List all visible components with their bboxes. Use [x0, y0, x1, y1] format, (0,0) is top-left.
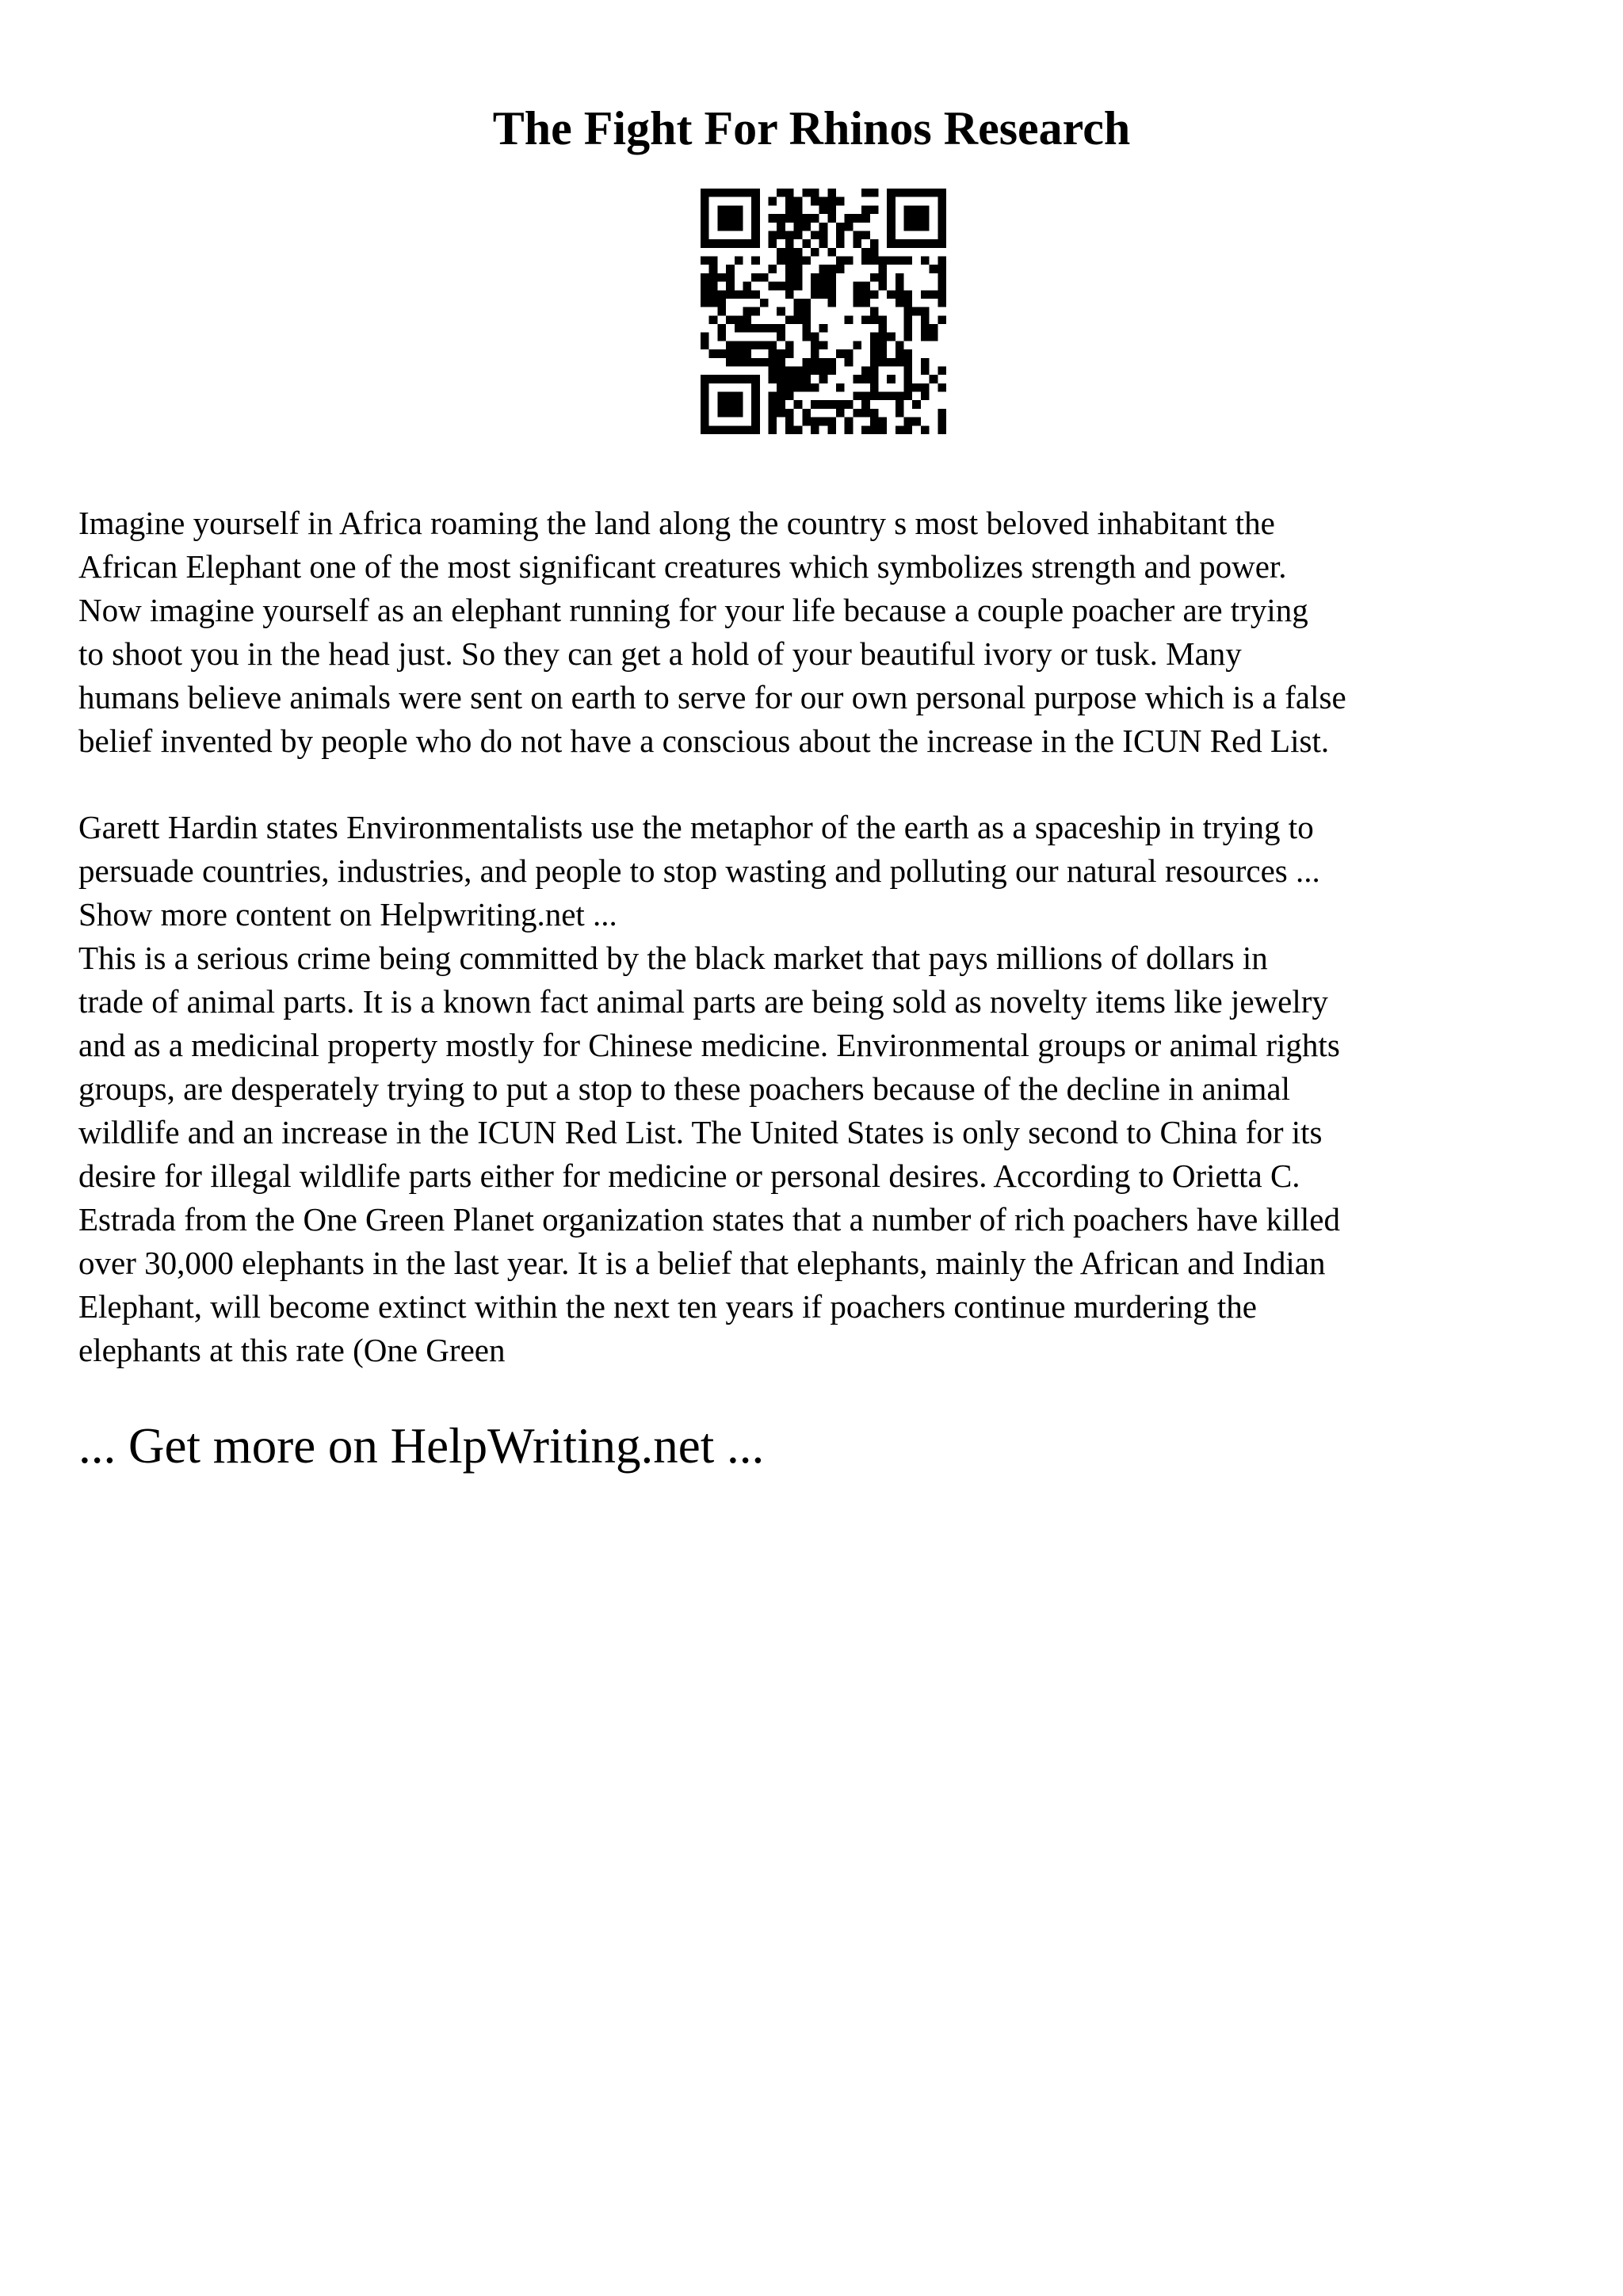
- page-title: The Fight For Rhinos Research: [492, 102, 1131, 154]
- get-more-link[interactable]: ... Get more on HelpWriting.net ...: [78, 1418, 765, 1474]
- paragraph-hardin: Garett Hardin states Environmentalists use the metaphor of the earth as a spaceship in trying to persuade countries, industries, and people to stop wasting and polluting our natural resources ... Show more content on Helpwriting.net ...: [78, 809, 1320, 933]
- paragraph-black-market: This is a serious crime being committed by the black market that pays millions of dollars in trade of animal parts. It is a known fact animal parts are being sold as novelty items like jewelry and as a medicinal property mostly for Chinese medicine. Environmental groups or animal rights groups, are desperately trying to put a stop to these poachers because of the decline in animal wildlife and an increase in the ICUN Red List. The United States is only second to China for its desire for illegal wildlife parts either for medicine or personal desires. According to Orietta C. Estrada from the One Green Planet organization states that a number of rich poachers have killed over 30,000 elephants in the last year. It is a belief that elephants, mainly the African and Indian Elephant, will become extinct within the next ten years if poachers continue murdering the elephants at this rate (One Green: [78, 940, 1340, 1368]
- paragraph-intro: Imagine yourself in Africa roaming the land along the country s most beloved inhabitant the African Elephant one of the most significant creatures which symbolizes strength and power. Now imagine yourself as an elephant running for your life because a couple poacher are trying to shoot you in the head just. So they can get a hold of your beautiful ivory or tusk. Many humans believe animals were sent on earth to serve for our own personal purpose which is a false belief invented by people who do not have a conscious about the increase in the ICUN Red List.: [78, 505, 1346, 759]
- qr-code-icon: [701, 189, 946, 434]
